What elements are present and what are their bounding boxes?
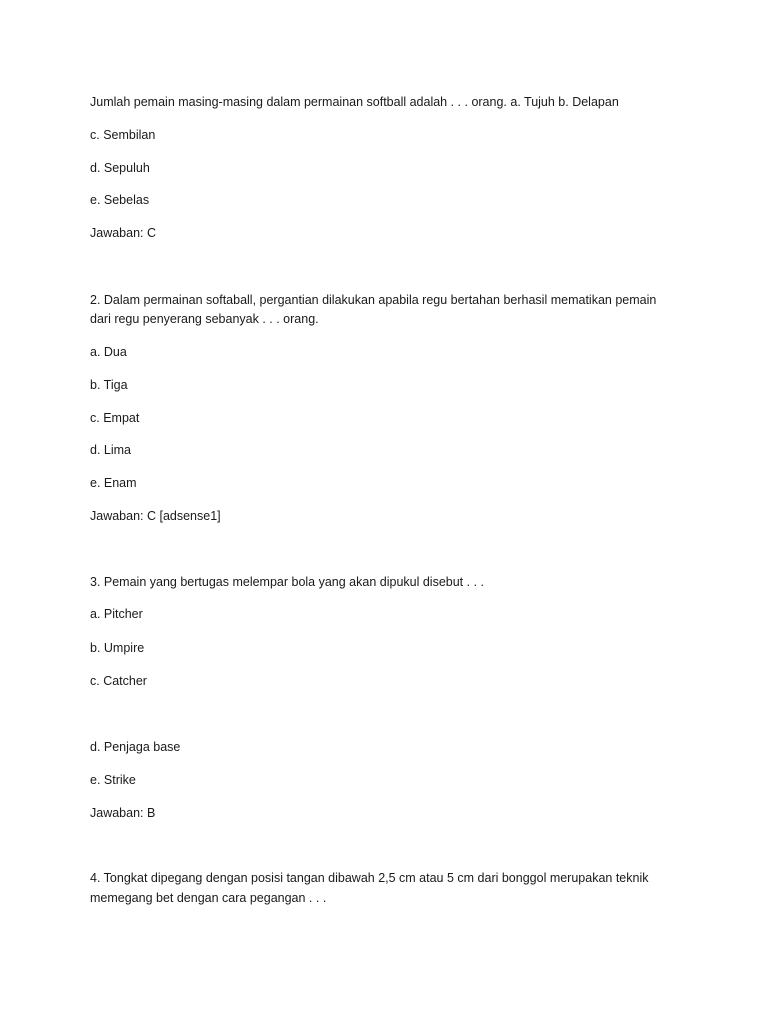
q2-question-line2: dari regu penyerang sebanyak . . . orang.	[90, 312, 319, 326]
q3-option-c: c. Catcher	[90, 674, 147, 688]
q3-question: 3. Pemain yang bertugas melempar bola yang akan dipukul disebut . . .	[90, 575, 484, 589]
q2-question-line1: 2. Dalam permainan softaball, pergantian dilakukan apabila regu bertahan berhasil mematikan pemain	[90, 293, 657, 307]
q1-question: Jumlah pemain masing-masing dalam permainan softball adalah . . . orang. a. Tujuh b. Delapan	[90, 95, 619, 109]
q2-option-d: d. Lima	[90, 443, 131, 457]
q4-question-line2: memegang bet dengan cara pegangan . . .	[90, 891, 327, 905]
q3-answer: Jawaban: B	[90, 806, 156, 820]
q2-option-c: c. Empat	[90, 411, 140, 425]
q3-option-d: d. Penjaga base	[90, 740, 181, 754]
q3-option-b: b. Umpire	[90, 641, 145, 655]
q2-option-b: b. Tiga	[90, 378, 128, 392]
q1-answer: Jawaban: C	[90, 226, 157, 240]
q2-answer: Jawaban: C [adsense1]	[90, 509, 221, 523]
q3-option-e: e. Strike	[90, 773, 136, 787]
q2-option-e: e. Enam	[90, 476, 137, 490]
q3-option-a: a. Pitcher	[90, 607, 143, 621]
q1-option-d: d. Sepuluh	[90, 161, 150, 175]
q2-option-a: a. Dua	[90, 345, 127, 359]
q4-question-line1: 4. Tongkat dipegang dengan posisi tangan dibawah 2,5 cm atau 5 cm dari bonggol merupakan teknik	[90, 871, 649, 885]
q1-option-e: e. Sebelas	[90, 193, 150, 207]
q1-option-c: c. Sembilan	[90, 128, 156, 142]
